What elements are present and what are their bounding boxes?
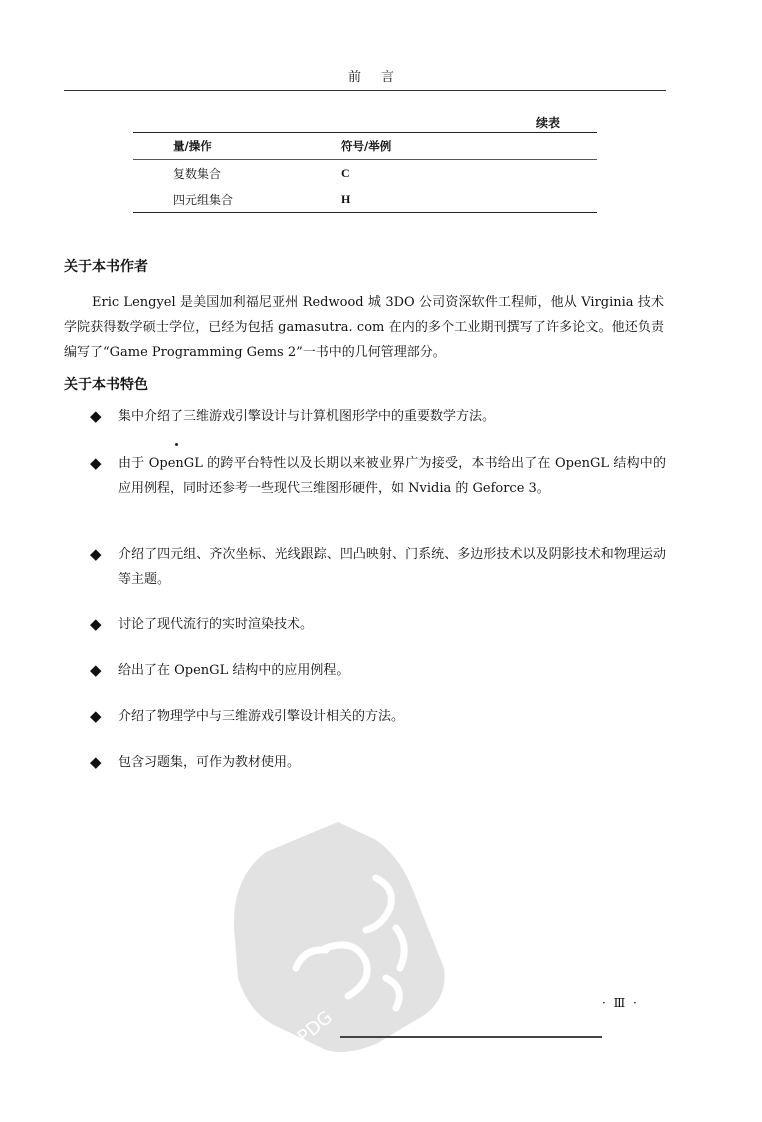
list-item [90,704,666,729]
list-item-text: 给出了在 OpenGL 结构中的应用例程。 [118,663,350,678]
list-item-text: 由于 OpenGL 的跨平台特性以及长期以来被业界广为接受，本书给出了在 OpenGL 结构中的应用例程，同时还参考一些现代三维图形硬件，如 Nvidia 的 Geforce 3。 [118,456,666,496]
list-item [90,750,666,775]
about-author-paragraph: Eric Lengyel 是美国加利福尼亚州 Redwood 城 3DO 公司资深软件工程师，他从 Virginia 技术学院获得数学硕士学位，已经为包括 gamasutra. com 在内的多个工业期刊撰写了许多论文。他还负责编写了“Game Programming Gems 2”一书中的几何管理部分。 [64,295,664,360]
table-cell-quantity: 四元组集合 [173,192,234,207]
header-rule [64,90,666,91]
list-item-text: 集中介绍了三维游戏引擎设计与计算机图形学中的重要数学方法。 [118,409,496,424]
about-author-heading: 关于本书作者 [64,259,148,275]
list-item [90,404,666,429]
footer-rule [340,1036,602,1038]
diamond-bullet-icon: ◆ [90,707,102,725]
features-heading: 关于本书特色 [64,377,148,393]
diamond-bullet-icon: ◆ [90,661,102,679]
list-item-text: 介绍了四元组、齐次坐标、光线跟踪、凹凸映射、门系统、多边形技术以及阴影技术和物理运动等主题。 [118,547,666,587]
list-item-text: 包含习题集，可作为教材使用。 [118,755,301,770]
stray-dot [175,443,178,446]
table-cell-symbol: C [341,165,350,180]
symbol-table [133,132,597,213]
table-cell-quantity: 复数集合 [173,166,222,181]
page-folio: · Ⅲ · [602,996,639,1010]
table-cell-symbol: H [341,191,351,206]
list-item-text: 讨论了现代流行的实时渲染技术。 [118,617,314,632]
table-header-row [133,133,597,160]
diamond-bullet-icon: ◆ [90,545,102,563]
running-head: 前言 [347,70,414,85]
table-row [133,160,597,187]
seal-watermark-shape [234,822,445,1052]
list-item [90,658,666,683]
diamond-bullet-icon: ◆ [90,454,102,472]
diamond-bullet-icon: ◆ [90,753,102,771]
list-item [90,451,666,501]
list-item-text: 介绍了物理学中与三维游戏引擎设计相关的方法。 [118,709,405,724]
column-header-quantity: 量/操作 [173,139,212,153]
list-item [90,612,666,637]
seal-watermark [226,818,452,1056]
diamond-bullet-icon: ◆ [90,615,102,633]
column-header-symbol: 符号/举例 [341,139,392,153]
table-row [133,186,597,213]
table-continued-note: 续表 [536,116,561,130]
list-item [90,542,666,592]
diamond-bullet-icon: ◆ [90,407,102,425]
watermark-label: PDG [293,1006,337,1048]
